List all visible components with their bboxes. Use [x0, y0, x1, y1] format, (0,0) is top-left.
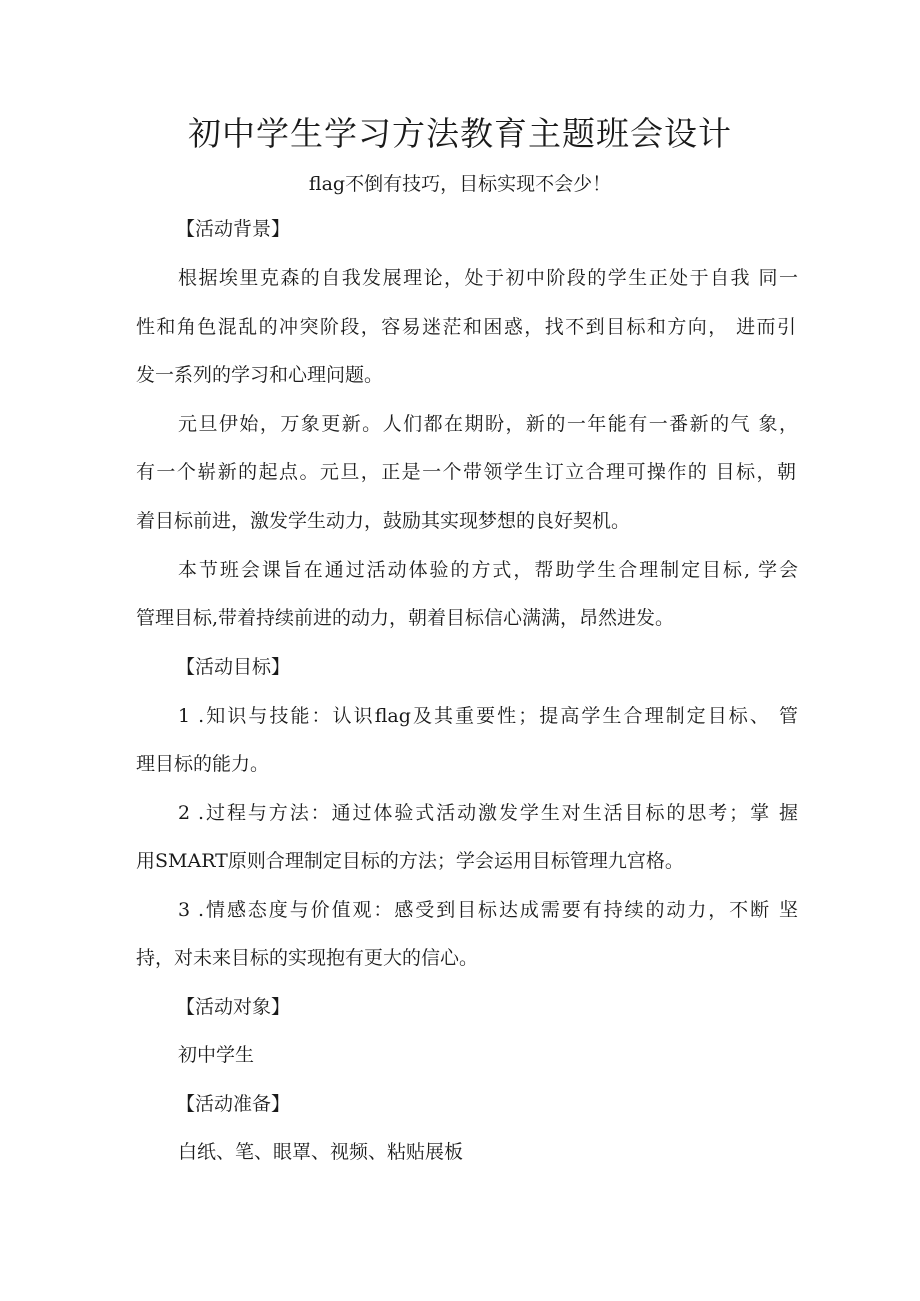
paragraph-line: 3 .情感态度与价值观：感受到目标达成需要有持续的动力，不断 坚	[178, 899, 798, 921]
paragraph-line: 白纸、笔、眼罩、视频、粘贴展板	[178, 1141, 464, 1163]
section-heading-audience: 【活动对象】	[176, 996, 291, 1018]
paragraph-line: 着目标前进，激发学生动力，鼓励其实现梦想的良好契机。	[136, 510, 631, 532]
paragraph-line: 1 .知识与技能：认识flag及其重要性；提高学生合理制定目标、 管	[178, 705, 798, 727]
paragraph-line: 2 .过程与方法：通过体验式活动激发学生对生活目标的思考；掌 握	[178, 802, 798, 824]
paragraph-line: 有一个崭新的起点。元旦，正是一个带领学生订立合理可操作的 目标，朝	[136, 461, 796, 483]
paragraph-line: 初中学生	[178, 1044, 255, 1066]
paragraph-line: 元旦伊始，万象更新。人们都在期盼，新的一年能有一番新的气 象，	[178, 413, 798, 435]
paragraph-line: 用SMART原则合理制定目标的方法；学会运用目标管理九宫格。	[136, 850, 684, 872]
section-heading-goals: 【活动目标】	[176, 656, 291, 678]
paragraph-line: 发一系列的学习和心理问题。	[136, 364, 384, 386]
paragraph-line: 理目标的能力。	[136, 753, 270, 775]
paragraph-line: 性和角色混乱的冲突阶段，容易迷茫和困惑，找不到目标和方向， 进而引	[136, 316, 796, 338]
section-heading-preparation: 【活动准备】	[176, 1093, 291, 1115]
paragraph-line: 管理目标,带着持续前进的动力，朝着目标信心满满，昂然进发。	[136, 607, 675, 629]
document-title: 初中学生学习方法教育主题班会设计	[188, 114, 732, 153]
paragraph-line: 本节班会课旨在通过活动体验的方式，帮助学生合理制定目标, 学会	[178, 559, 798, 581]
paragraph-line: 持，对未来目标的实现抱有更大的信心。	[136, 947, 479, 969]
document-subtitle: flag不倒有技巧，目标实现不会少！	[308, 173, 612, 195]
paragraph-line: 根据埃里克森的自我发展理论，处于初中阶段的学生正处于自我 同一	[178, 267, 798, 289]
section-heading-background: 【活动背景】	[176, 218, 291, 240]
